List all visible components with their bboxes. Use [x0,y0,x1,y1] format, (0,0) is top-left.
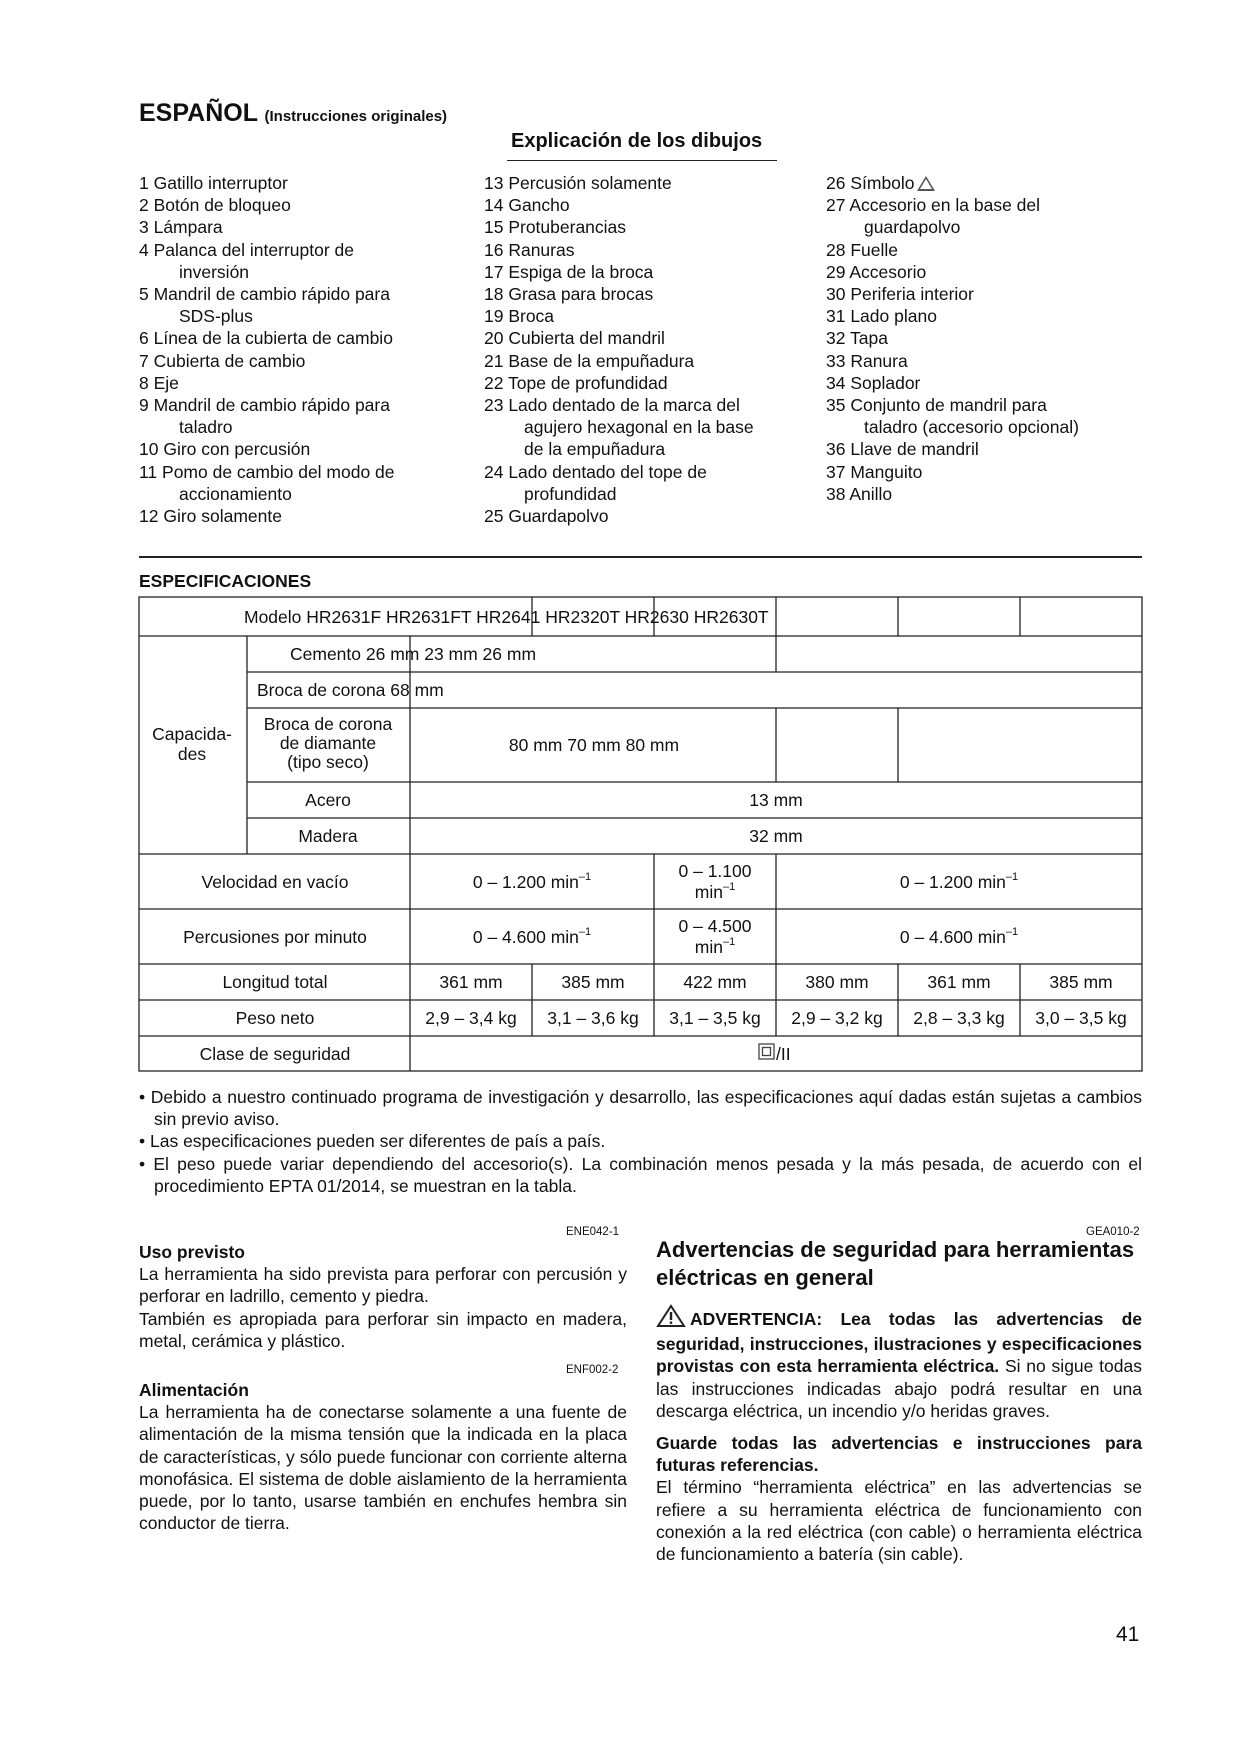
drawing-item: 3 Lámpara [139,217,223,238]
peso-cell: 2,9 – 3,2 kg [791,1008,883,1028]
guarde-text: Guarde todas las advertencias e instrucciones para futuras referencias. [656,1433,1142,1476]
drawing-item: 19 Broca [484,306,555,327]
drawing-item: 2 Botón de bloqueo [139,195,291,216]
broca-corona-row: Broca de corona 68 mm [257,680,444,700]
velocidad-label: Velocidad en vacío [201,872,349,892]
acero-value: 13 mm [749,790,803,810]
capacidades-label-1: Capacida- [152,724,232,744]
uso-p2: También es apropiada para perforar sin impacto en madera, metal, cerámica y plástico. [139,1308,627,1351]
drawing-item: 11 Pomo de cambio del modo de [139,461,395,482]
diamante-label-1: Broca de corona [263,714,393,734]
longitud-cell: 361 mm [927,972,991,992]
note-item: • Debido a nuestro continuado programa de investigación y desarrollo, las especificaciones aquí dadas están sujetas a cambios sin previo aviso. [139,1087,1142,1130]
drawing-item: 29 Accesorio [826,261,927,282]
madera-value: 32 mm [749,826,803,846]
drawing-item: 9 Mandril de cambio rápido para [139,395,390,416]
drawing-item: 15 Protuberancias [484,217,627,238]
drawing-item: de la empuñadura [524,439,666,460]
alimentacion-p1: La herramienta ha de conectarse solamente a una fuente de alimentación de la misma tensión que la indicada en la placa de características, y sólo puede funcionar con corriente alterna monofásica. El sistema de doble aislamiento de la herramienta puede, por lo tanto, usarse también en enchufes hembra sin conductor de tierra. [139,1402,627,1534]
drawing-item: 38 Anillo [826,483,893,504]
drawing-item: inversión [179,261,250,282]
alimentacion-title: Alimentación [139,1380,249,1400]
spec-notes [139,1086,1142,1197]
drawing-item: 35 Conjunto de mandril para [826,395,1047,416]
drawing-item: 13 Percusión solamente [484,173,672,193]
capacidades-label-2: des [177,744,207,764]
peso-cell: 3,1 – 3,6 kg [547,1008,639,1028]
drawing-item: guardapolvo [864,217,961,238]
diamante-label-2: de diamante [279,733,377,753]
drawing-item: 17 Espiga de la broca [484,261,654,282]
page-number: 41 [1116,1623,1140,1646]
note-item: • Las especificaciones pueden ser diferentes de país a país. [139,1131,606,1152]
drawing-item: 30 Periferia interior [826,284,974,305]
advertencias-section [656,1236,1142,1565]
uso-section [139,1241,627,1352]
drawing-item: 22 Tope de profundidad [484,372,668,393]
drawing-item: 5 Mandril de cambio rápido para [139,284,390,305]
drawing-item: 32 Tapa [826,328,888,349]
drawing-item: profundidad [524,483,617,504]
velocidad-b-top: 0 – 1.100 [678,861,752,881]
alimentacion-code: ENF002-2 [566,1364,619,1376]
drawing-item: 24 Lado dentado del tope de [484,461,707,482]
drawing-item: 7 Cubierta de cambio [139,350,306,371]
specs-heading: ESPECIFICACIONES [139,571,312,591]
drawing-item: 28 Fuelle [826,239,898,260]
clase-label: Clase de seguridad [199,1044,351,1064]
longitud-cell: 385 mm [1049,972,1113,992]
drawing-item: 20 Cubierta del mandril [484,328,665,349]
drawing-item: taladro [179,417,233,438]
drawing-item: 18 Grasa para brocas [484,284,654,305]
termino-text: El término “herramienta eléctrica” en las advertencias se refiere a su herramienta eléctrica de funcionamiento con conexión a la red eléctrica (con cable) o herramienta eléctrica de funcionamiento a batería (sin cable). [656,1477,1142,1565]
longitud-cell: 380 mm [805,972,869,992]
peso-label: Peso neto [235,1008,315,1028]
warning-triangle-icon [656,1304,686,1333]
drawing-item: SDS-plus [179,306,253,327]
drawing-item: accionamiento [179,483,292,504]
percusiones-a: 0 – 4.600 $\min^{-1}$ [472,926,592,947]
percusiones-label: Percusiones por minuto [183,927,367,947]
velocidad-c: 0 – 1.200 $\min^{-1}$ [899,871,1019,892]
warning-bold: ADVERTENCIA: Lea todas las advertencias de seguridad, instrucciones, ilustraciones y especificaciones provistas con esta herramienta eléctrica. [656,1309,1142,1377]
advertencias-title: Advertencias de seguridad para herramientas eléctricas en general [656,1237,1135,1290]
peso-cell: 2,8 – 3,3 kg [913,1008,1005,1028]
drawing-item: agujero hexagonal en la base [524,417,754,438]
diamante-value: 80 mm 70 mm 80 mm [508,735,680,755]
drawing-item: 1 Gatillo interruptor [139,173,288,193]
warning-paragraph [656,1304,1142,1422]
peso-cell: 3,0 – 3,5 kg [1035,1008,1127,1028]
double-insulation-icon [759,1044,774,1059]
velocidad-b-bottom: $\min^{-1}$ [694,881,736,902]
drawing-item: 34 Soplador [826,372,921,393]
drawing-item: 31 Lado plano [826,306,937,327]
drawing-item: 21 Base de la empuñadura [484,350,695,371]
advertencias-code: GEA010-2 [1086,1226,1140,1238]
uso-p1: La herramienta ha sido prevista para perforar con percusión y perforar en ladrillo, cemento y piedra. [139,1264,627,1307]
explanation-title: Explicación de los dibujos [511,130,763,152]
percusiones-c: 0 – 4.600 $\min^{-1}$ [899,926,1019,947]
velocidad-a: 0 – 1.200 $\min^{-1}$ [472,871,592,892]
longitud-cell: 422 mm [683,972,747,992]
madera-label: Madera [298,826,358,846]
drawing-item: 8 Eje [139,372,179,393]
cemento-row: Cemento 26 mm 23 mm 26 mm [290,644,537,664]
warning-rest: Si no sigue todas las instrucciones indicadas abajo podrá resultar en una descarga eléctrica, un incendio y/o heridas graves. [656,1356,1142,1421]
drawing-item: 4 Palanca del interruptor de [139,239,354,260]
drawing-item: 10 Giro con percusión [139,439,311,460]
peso-cell: 2,9 – 3,4 kg [425,1008,517,1028]
drawing-item: 25 Guardapolvo [484,506,609,527]
drawing-item: 14 Gancho [484,195,570,216]
clase-value: /II [776,1044,791,1064]
language-title: ESPAÑOL [139,99,258,127]
drawing-item: 26 Símbolo [826,172,1079,194]
drawing-item: 12 Giro solamente [139,506,282,527]
longitud-cell: 385 mm [561,972,625,992]
drawing-item: 6 Línea de la cubierta de cambio [139,328,393,349]
drawing-item: 36 Llave de mandril [826,439,979,460]
uso-code: ENE042-1 [566,1226,620,1238]
drawing-item: taladro (accesorio opcional) [864,417,1079,438]
uso-title: Uso previsto [139,1242,245,1262]
drawing-item: 16 Ranuras [484,239,575,260]
note-item: • El peso puede variar dependiendo del accesorio(s). La combinación menos pesada y la más pesada, de acuerdo con el procedimiento EPTA 01/2014, se muestran en la tabla. [139,1153,1142,1196]
drawing-item: 23 Lado dentado de la marca del [484,395,740,416]
model-row: Modelo HR2631F HR2631FT HR2641 HR2320T HR2630 HR2630T [244,607,769,627]
percusiones-b-bottom: $\min^{-1}$ [694,936,736,957]
diamante-label-3: (tipo seco) [287,752,369,772]
drawing-item: 37 Manguito [826,461,923,482]
longitud-label: Longitud total [222,972,328,992]
longitud-cell: 361 mm [439,972,503,992]
percusiones-b-top: 0 – 4.500 [678,916,752,936]
subtitle: (Instrucciones originales) [264,108,448,125]
acero-label: Acero [305,790,351,810]
peso-cell: 3,1 – 3,5 kg [669,1008,761,1028]
drawing-item: 33 Ranura [826,350,908,371]
drawing-item: 27 Accesorio en la base del [826,195,1041,216]
alimentacion-section [139,1379,627,1534]
